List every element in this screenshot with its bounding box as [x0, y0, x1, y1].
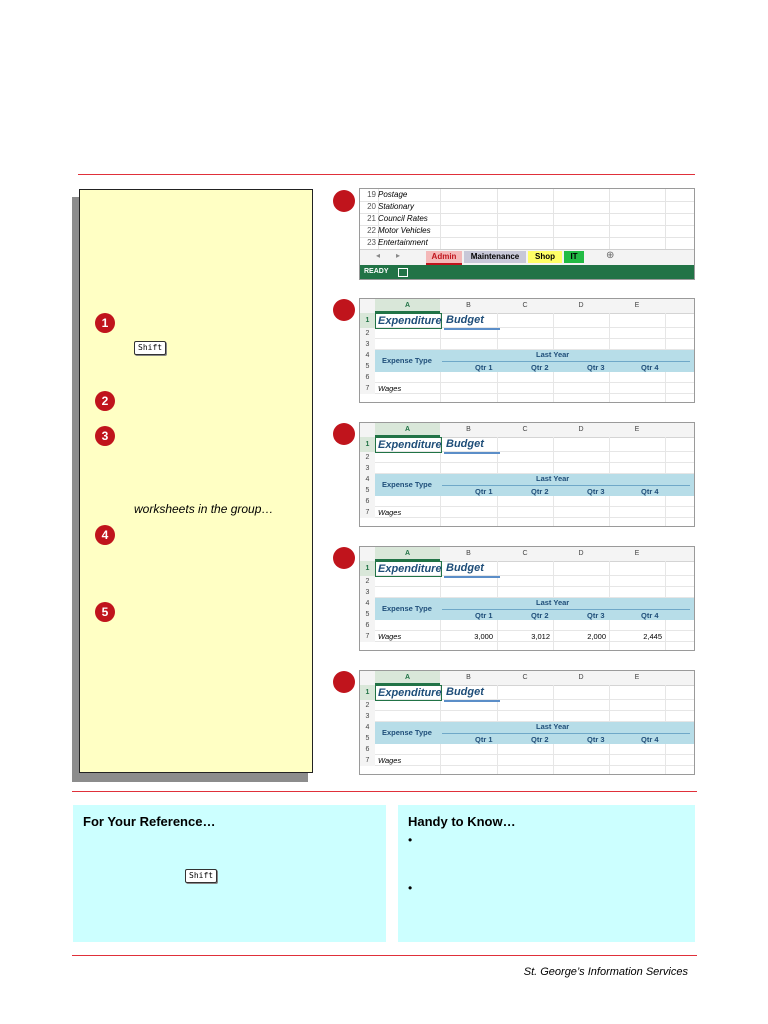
column-header-b[interactable]: B: [466, 550, 471, 557]
reference-box: [73, 805, 386, 942]
title-cell-a1[interactable]: Expenditure: [375, 313, 442, 329]
title-cell-b1[interactable]: Budget: [444, 437, 500, 454]
row-header-5[interactable]: 5: [360, 733, 375, 744]
sheet-tab-it[interactable]: IT: [564, 251, 584, 263]
sheet-tab-maintenance[interactable]: Maintenance: [464, 251, 526, 263]
reference-title: For Your Reference…: [83, 814, 216, 829]
quarter-label: Qtr 1: [475, 487, 493, 496]
column-header-bar: [360, 547, 694, 562]
header-band: [375, 474, 694, 496]
column-header-a[interactable]: A: [375, 423, 440, 437]
row-header-2[interactable]: 2: [360, 452, 375, 463]
column-header-d[interactable]: D: [578, 674, 584, 681]
wages-label[interactable]: Wages: [378, 384, 402, 393]
row-header-7[interactable]: 7: [360, 755, 375, 766]
wages-value[interactable]: 3,000: [474, 632, 493, 641]
handy-box: [398, 805, 695, 942]
column-header-e[interactable]: E: [634, 550, 640, 557]
column-header-d[interactable]: D: [578, 550, 584, 557]
status-bar: [360, 265, 694, 279]
grid-line: [375, 586, 694, 587]
sheet-tab-shop[interactable]: Shop: [528, 251, 562, 263]
column-header-d[interactable]: D: [578, 426, 584, 433]
column-header-c[interactable]: C: [522, 426, 528, 433]
sheet-row: 20 Stationary: [360, 201, 694, 214]
worksheet-screenshot-2: [359, 298, 695, 403]
add-sheet-icon[interactable]: ⊕: [606, 250, 615, 261]
grid-line: [375, 641, 694, 642]
row-header-4[interactable]: 4: [360, 474, 375, 485]
wages-label[interactable]: Wages: [378, 632, 402, 641]
grid-line: [375, 754, 694, 755]
last-year-label: Last Year: [536, 350, 570, 359]
column-header-a[interactable]: A: [375, 299, 440, 313]
row-header-6[interactable]: 6: [360, 744, 375, 755]
step-4-badge: 4: [95, 525, 115, 545]
column-header-c[interactable]: C: [522, 302, 528, 309]
wages-value[interactable]: 2,000: [587, 632, 606, 641]
sheet-row: 19 Postage: [360, 189, 694, 202]
row-header-3[interactable]: 3: [360, 711, 375, 722]
row-header-1[interactable]: 1: [360, 561, 375, 576]
row-header-5[interactable]: 5: [360, 361, 375, 372]
footer-text: St. George’s Information Services: [523, 966, 688, 978]
column-header-b[interactable]: B: [466, 426, 471, 433]
row-header-3[interactable]: 3: [360, 587, 375, 598]
row-header-2[interactable]: 2: [360, 576, 375, 587]
row-header-5[interactable]: 5: [360, 609, 375, 620]
title-cell-a1[interactable]: Expenditure: [375, 561, 442, 577]
callout-marker-2: [333, 299, 355, 321]
quarter-label: Qtr 4: [641, 487, 659, 496]
row-header-1[interactable]: 1: [360, 313, 375, 328]
column-header-a[interactable]: A: [375, 671, 440, 685]
wages-label[interactable]: Wages: [378, 756, 402, 765]
scroll-right-icon[interactable]: ▸: [396, 251, 401, 260]
quarter-label: Qtr 3: [587, 735, 605, 744]
row-header-7[interactable]: 7: [360, 507, 375, 518]
row-header-6[interactable]: 6: [360, 620, 375, 631]
top-rule: [78, 174, 695, 175]
title-cell-b1[interactable]: Budget: [444, 561, 500, 578]
quarter-label: Qtr 2: [531, 487, 549, 496]
wages-value[interactable]: 2,445: [643, 632, 662, 641]
row-header-4[interactable]: 4: [360, 350, 375, 361]
bullet-2: •: [408, 881, 413, 895]
sheet-tab-admin[interactable]: Admin: [426, 251, 462, 265]
sheet-tab-bar: [360, 249, 694, 265]
grid-line: [375, 517, 694, 518]
step-5-badge: 5: [95, 602, 115, 622]
grid-line: [375, 382, 694, 383]
grid-line: [375, 393, 694, 394]
quarter-label: Qtr 4: [641, 611, 659, 620]
worksheet-screenshot-3: [359, 422, 695, 527]
row-header-6[interactable]: 6: [360, 496, 375, 507]
group-note: worksheets in the group…: [134, 502, 274, 516]
quarter-label: Qtr 4: [641, 735, 659, 744]
last-year-label: Last Year: [536, 722, 570, 731]
expense-type-label: Expense Type: [382, 356, 432, 365]
wages-value[interactable]: 3,012: [531, 632, 550, 641]
quarter-label: Qtr 2: [531, 611, 549, 620]
quarter-label: Qtr 3: [587, 363, 605, 372]
grid-line: [375, 338, 694, 339]
bullet-1: •: [408, 833, 413, 847]
column-header-c[interactable]: C: [522, 550, 528, 557]
title-cell-b1[interactable]: Budget: [444, 313, 500, 330]
shift-key: Shift: [185, 869, 217, 883]
title-cell-a1[interactable]: Expenditure: [375, 437, 442, 453]
step-2-badge: 2: [95, 391, 115, 411]
expense-type-label: Expense Type: [382, 604, 432, 613]
wages-label[interactable]: Wages: [378, 508, 402, 517]
row-header-5[interactable]: 5: [360, 485, 375, 496]
callout-marker-4: [333, 547, 355, 569]
header-band: [375, 722, 694, 744]
step-1-badge: 1: [95, 313, 115, 333]
column-header-b[interactable]: B: [466, 302, 471, 309]
expense-type-label: Expense Type: [382, 728, 432, 737]
sheet-row: 23 Entertainment: [360, 237, 694, 250]
row-header-4[interactable]: 4: [360, 598, 375, 609]
shift-key: Shift: [134, 341, 166, 355]
last-year-label: Last Year: [536, 598, 570, 607]
status-text: READY: [364, 268, 389, 275]
quarter-label: Qtr 2: [531, 363, 549, 372]
grid-line: [375, 710, 694, 711]
quarter-label: Qtr 1: [475, 611, 493, 620]
worksheet-screenshot-4: [359, 546, 695, 651]
quarter-label: Qtr 1: [475, 735, 493, 744]
bottom-rule: [72, 955, 697, 956]
band-separator: [442, 733, 690, 734]
scroll-left-icon[interactable]: ◂: [376, 251, 381, 260]
callout-marker-3: [333, 423, 355, 445]
grid-line: [375, 506, 694, 507]
column-header-b[interactable]: B: [466, 674, 471, 681]
column-header-a[interactable]: A: [375, 547, 440, 561]
row-header-7[interactable]: 7: [360, 383, 375, 394]
grid-line: [375, 630, 694, 631]
quarter-label: Qtr 3: [587, 611, 605, 620]
sheet-tabs-screenshot: [359, 188, 695, 280]
mid-rule: [72, 791, 697, 792]
steps-panel: [79, 189, 313, 773]
column-header-bar: [360, 671, 694, 686]
row-header-4[interactable]: 4: [360, 722, 375, 733]
band-separator: [442, 361, 690, 362]
quarter-label: Qtr 3: [587, 487, 605, 496]
row-header-3[interactable]: 3: [360, 339, 375, 350]
quarter-label: Qtr 4: [641, 363, 659, 372]
row-header-2[interactable]: 2: [360, 328, 375, 339]
column-header-e[interactable]: E: [634, 674, 640, 681]
title-cell-a1[interactable]: Expenditure: [375, 685, 442, 701]
sheet-row: 22 Motor Vehicles: [360, 225, 694, 238]
band-separator: [442, 609, 690, 610]
column-header-e[interactable]: E: [634, 302, 640, 309]
callout-marker-1: [333, 190, 355, 212]
quarter-label: Qtr 2: [531, 735, 549, 744]
quarter-label: Qtr 1: [475, 363, 493, 372]
column-header-e[interactable]: E: [634, 426, 640, 433]
row-header-1[interactable]: 1: [360, 437, 375, 452]
row-header-1[interactable]: 1: [360, 685, 375, 700]
row-header-2[interactable]: 2: [360, 700, 375, 711]
callout-marker-5: [333, 671, 355, 693]
column-header-bar: [360, 423, 694, 438]
step-3-badge: 3: [95, 426, 115, 446]
last-year-label: Last Year: [536, 474, 570, 483]
grid-line: [375, 462, 694, 463]
worksheet-screenshot-5: [359, 670, 695, 775]
row-header-3[interactable]: 3: [360, 463, 375, 474]
row-header-6[interactable]: 6: [360, 372, 375, 383]
handy-title: Handy to Know…: [408, 814, 516, 829]
column-header-d[interactable]: D: [578, 302, 584, 309]
macro-record-icon[interactable]: [398, 268, 408, 277]
column-header-c[interactable]: C: [522, 674, 528, 681]
title-cell-b1[interactable]: Budget: [444, 685, 500, 702]
row-header-7[interactable]: 7: [360, 631, 375, 642]
header-band: [375, 598, 694, 620]
expense-type-label: Expense Type: [382, 480, 432, 489]
header-band: [375, 350, 694, 372]
sheet-row: 21 Council Rates: [360, 213, 694, 226]
grid-line: [375, 765, 694, 766]
column-header-bar: [360, 299, 694, 314]
band-separator: [442, 485, 690, 486]
